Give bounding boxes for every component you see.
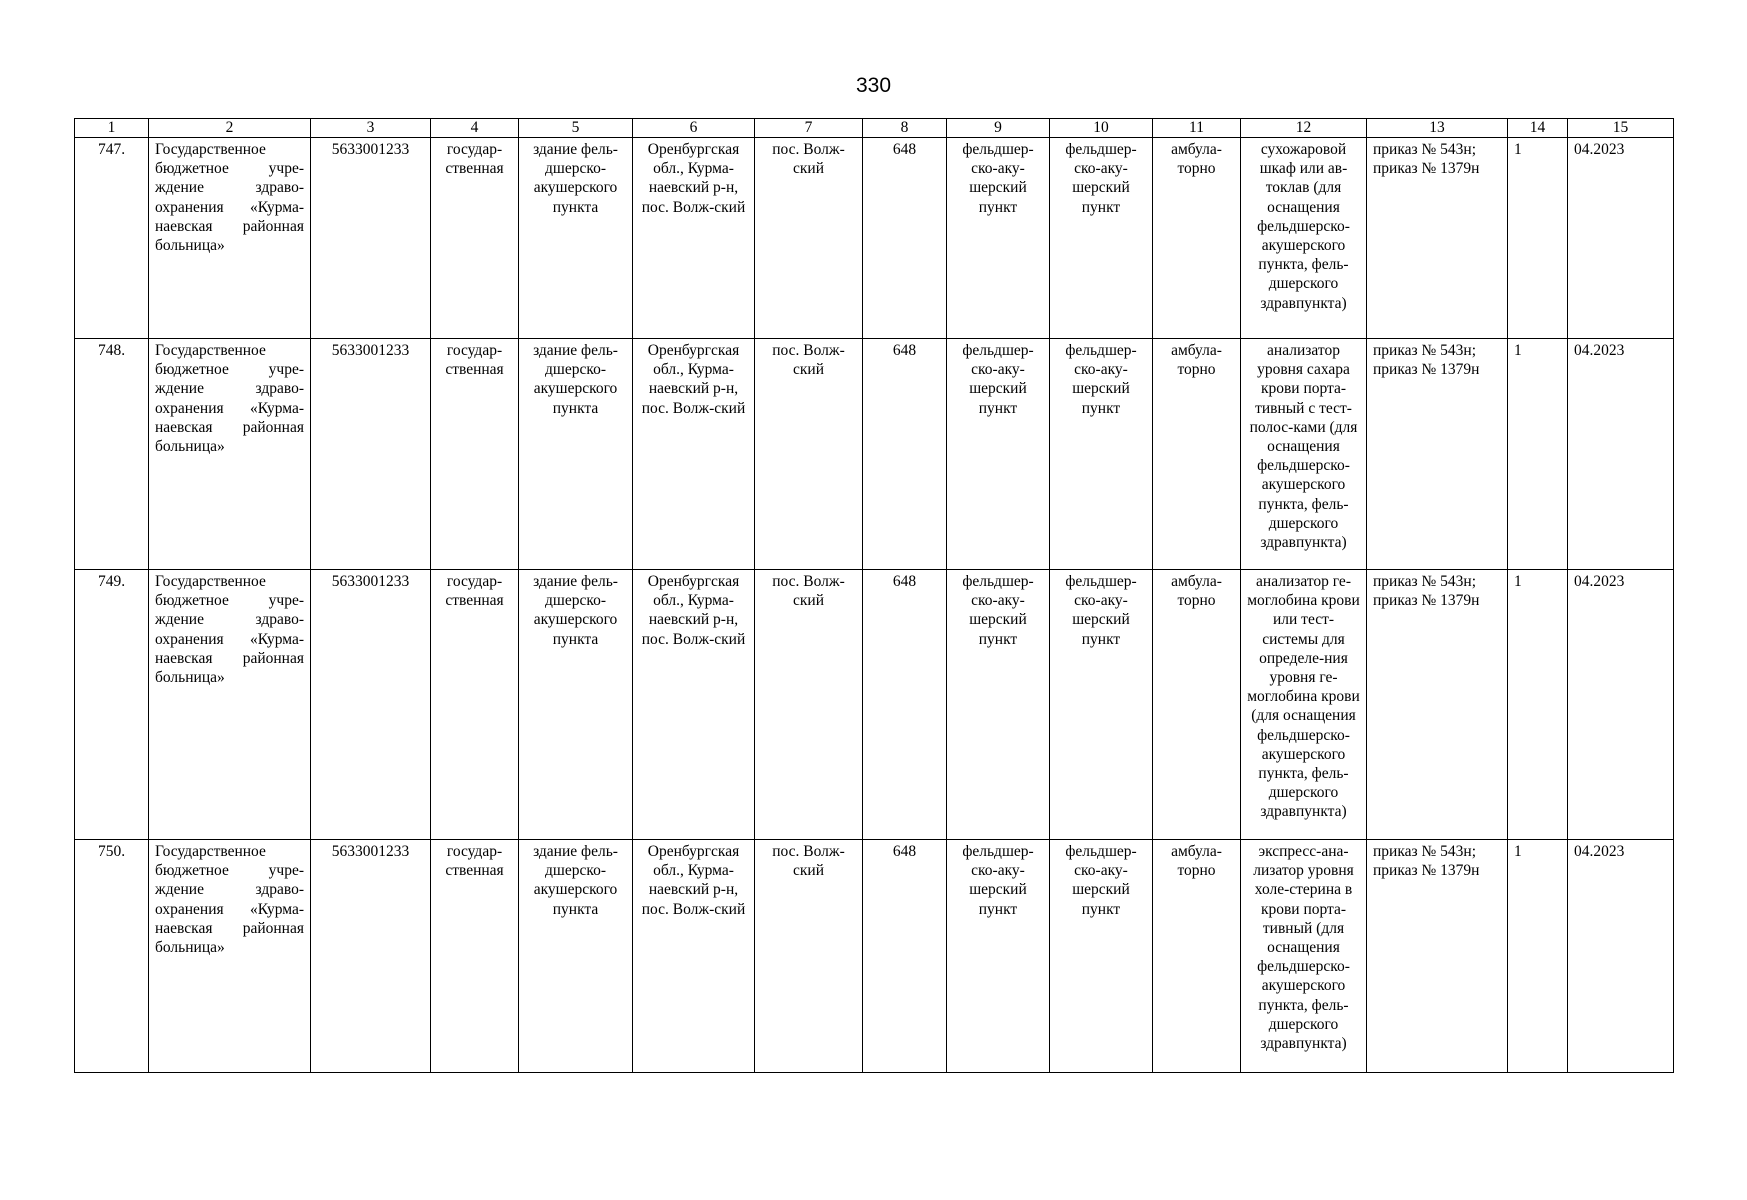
column-number: 1 xyxy=(75,119,149,138)
date-cell: 04.2023 xyxy=(1568,840,1674,1073)
address-cell: Оренбургская обл., Курма-наевский р-н, пос. Волж-ский xyxy=(633,138,755,339)
settlement-cell: пос. Волж-ский xyxy=(755,339,863,570)
column-number: 15 xyxy=(1568,119,1674,138)
population-cell: 648 xyxy=(863,840,947,1073)
address-cell: Оренбургская обл., Курма-наевский р-н, пос. Волж-ский xyxy=(633,840,755,1073)
table-row xyxy=(75,570,1674,840)
facility-type-cell: фельдшер-ско-аку-шерский пункт xyxy=(1050,339,1153,570)
inn-cell: 5633001233 xyxy=(311,339,431,570)
order-cell: приказ № 543н; приказ № 1379н xyxy=(1367,570,1508,840)
equipment-cell: сухожаровой шкаф или ав-токлав (для оснащения фельдшерско-акушерского пункта, фель-дшерского здравпункта) xyxy=(1241,138,1367,339)
table-row xyxy=(75,138,1674,339)
facility-type-cell: фельдшер-ско-аку-шерский пункт xyxy=(1050,138,1153,339)
building-cell: здание фель-дшерско-акушерского пункта xyxy=(519,570,633,840)
table-row xyxy=(75,339,1674,570)
column-number: 9 xyxy=(947,119,1050,138)
column-number: 5 xyxy=(519,119,633,138)
quantity-cell: 1 xyxy=(1508,570,1568,840)
building-cell: здание фель-дшерско-акушерского пункта xyxy=(519,138,633,339)
column-number: 11 xyxy=(1153,119,1241,138)
column-number: 10 xyxy=(1050,119,1153,138)
settlement-cell: пос. Волж-ский xyxy=(755,138,863,339)
registry-table xyxy=(74,118,1674,1073)
order-cell: приказ № 543н; приказ № 1379н xyxy=(1367,138,1508,339)
facility-type-cell: фельдшер-ско-аку-шерский пункт xyxy=(1050,840,1153,1073)
facility-type-cell: фельдшер-ско-аку-шерский пункт xyxy=(947,570,1050,840)
settlement-cell: пос. Волж-ский xyxy=(755,840,863,1073)
facility-type-cell: фельдшер-ско-аку-шерский пункт xyxy=(947,840,1050,1073)
facility-type-cell: фельдшер-ско-аку-шерский пункт xyxy=(947,138,1050,339)
care-condition-cell: амбула-торно xyxy=(1153,339,1241,570)
column-number: 12 xyxy=(1241,119,1367,138)
settlement-cell: пос. Волж-ский xyxy=(755,570,863,840)
organization-cell: Государственное бюджетное учре-ждение здраво-охранения «Курма-наевская районная больница» xyxy=(149,570,311,840)
table-row xyxy=(75,840,1674,1073)
column-number: 7 xyxy=(755,119,863,138)
row-number-cell: 747. xyxy=(75,138,149,339)
address-cell: Оренбургская обл., Курма-наевский р-н, пос. Волж-ский xyxy=(633,339,755,570)
inn-cell: 5633001233 xyxy=(311,840,431,1073)
ownership-cell: государ-ственная xyxy=(431,840,519,1073)
population-cell: 648 xyxy=(863,570,947,840)
address-cell: Оренбургская обл., Курма-наевский р-н, пос. Волж-ский xyxy=(633,570,755,840)
date-cell: 04.2023 xyxy=(1568,138,1674,339)
building-cell: здание фель-дшерско-акушерского пункта xyxy=(519,339,633,570)
column-number: 14 xyxy=(1508,119,1568,138)
order-cell: приказ № 543н; приказ № 1379н xyxy=(1367,339,1508,570)
date-cell: 04.2023 xyxy=(1568,339,1674,570)
inn-cell: 5633001233 xyxy=(311,138,431,339)
facility-type-cell: фельдшер-ско-аку-шерский пункт xyxy=(1050,570,1153,840)
equipment-cell: анализатор уровня сахара крови порта-тивный с тест-полос-ками (для оснащения фельдшерско-акушерского пункта, фель-дшерского здравпункта) xyxy=(1241,339,1367,570)
column-number: 8 xyxy=(863,119,947,138)
ownership-cell: государ-ственная xyxy=(431,570,519,840)
building-cell: здание фель-дшерско-акушерского пункта xyxy=(519,840,633,1073)
population-cell: 648 xyxy=(863,138,947,339)
equipment-cell: анализатор ге-моглобина крови или тест-системы для определе-ния уровня ге-моглобина крови (для оснащения фельдшерско-акушерского пункта, фель-дшерского здравпункта) xyxy=(1241,570,1367,840)
row-number-cell: 750. xyxy=(75,840,149,1073)
column-number: 3 xyxy=(311,119,431,138)
quantity-cell: 1 xyxy=(1508,339,1568,570)
population-cell: 648 xyxy=(863,339,947,570)
care-condition-cell: амбула-торно xyxy=(1153,840,1241,1073)
quantity-cell: 1 xyxy=(1508,840,1568,1073)
equipment-cell: экспресс-ана-лизатор уровня холе-стерина в крови порта-тивный (для оснащения фельдшерско-акушерского пункта, фель-дшерского здравпункта) xyxy=(1241,840,1367,1073)
organization-cell: Государственное бюджетное учре-ждение здраво-охранения «Курма-наевская районная больница» xyxy=(149,339,311,570)
quantity-cell: 1 xyxy=(1508,138,1568,339)
order-cell: приказ № 543н; приказ № 1379н xyxy=(1367,840,1508,1073)
column-number: 13 xyxy=(1367,119,1508,138)
facility-type-cell: фельдшер-ско-аку-шерский пункт xyxy=(947,339,1050,570)
inn-cell: 5633001233 xyxy=(311,570,431,840)
column-number: 2 xyxy=(149,119,311,138)
column-number: 6 xyxy=(633,119,755,138)
organization-cell: Государственное бюджетное учре-ждение здраво-охранения «Курма-наевская районная больница» xyxy=(149,840,311,1073)
care-condition-cell: амбула-торно xyxy=(1153,138,1241,339)
column-number-row xyxy=(75,119,1674,138)
date-cell: 04.2023 xyxy=(1568,570,1674,840)
page-number: 330 xyxy=(855,74,892,97)
care-condition-cell: амбула-торно xyxy=(1153,570,1241,840)
ownership-cell: государ-ственная xyxy=(431,339,519,570)
organization-cell: Государственное бюджетное учре-ждение здраво-охранения «Курма-наевская районная больница» xyxy=(149,138,311,339)
column-number: 4 xyxy=(431,119,519,138)
row-number-cell: 749. xyxy=(75,570,149,840)
row-number-cell: 748. xyxy=(75,339,149,570)
ownership-cell: государ-ственная xyxy=(431,138,519,339)
